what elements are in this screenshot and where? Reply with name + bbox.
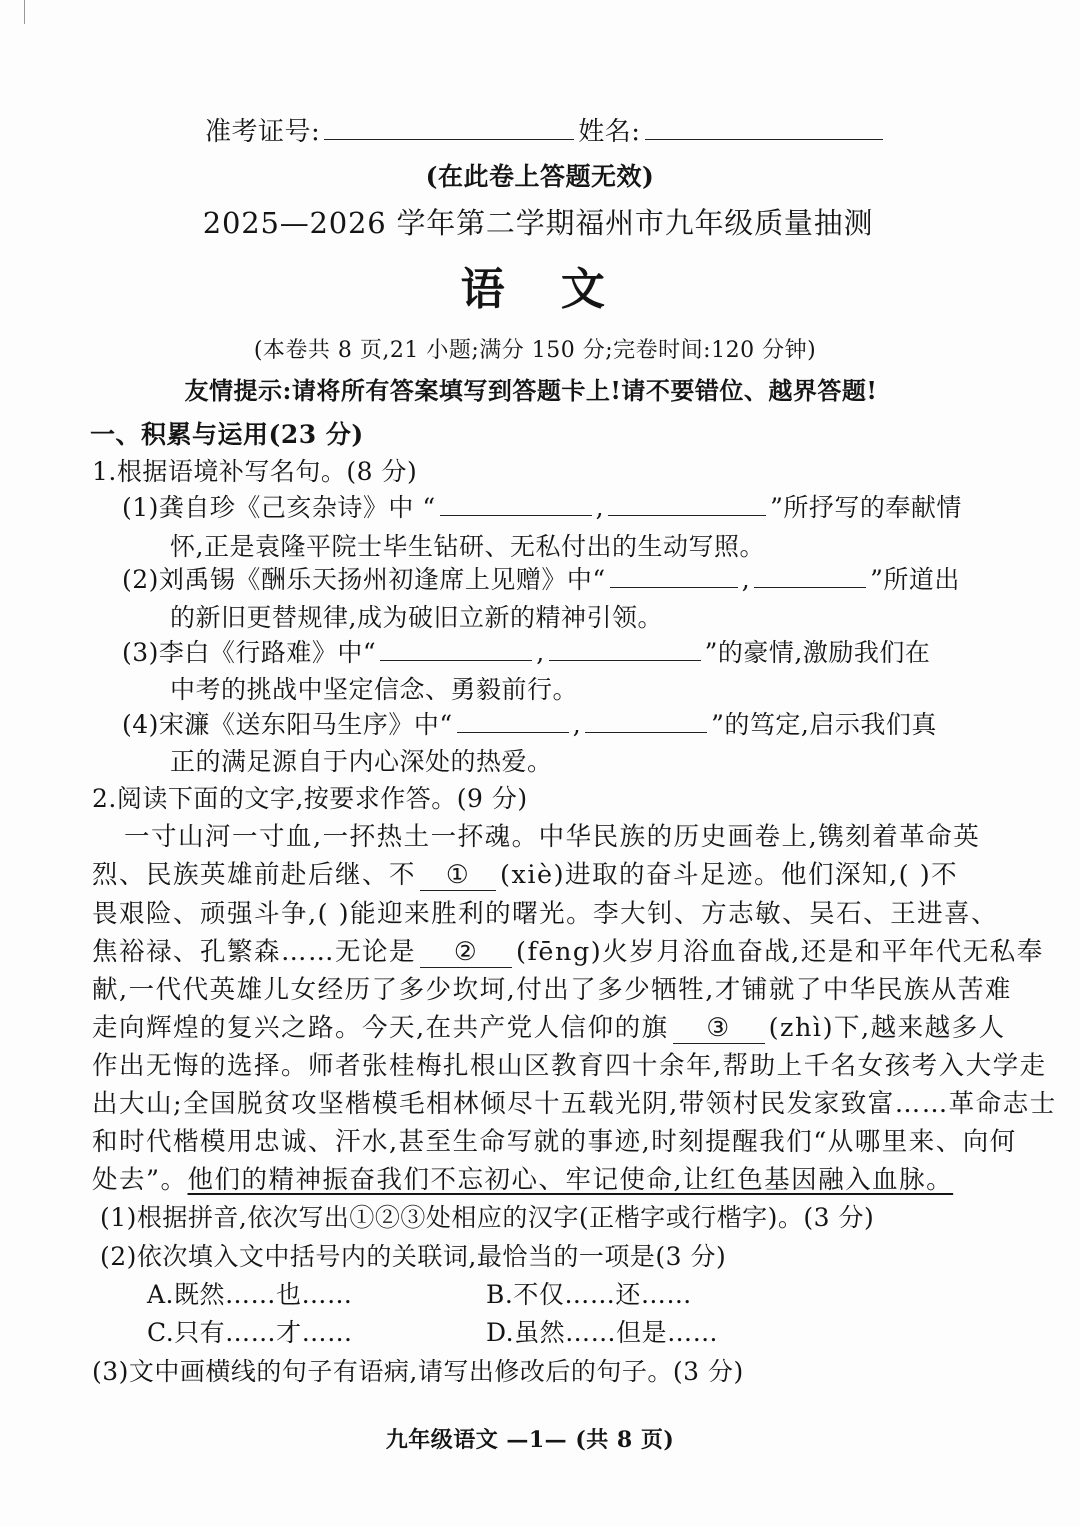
underlined-sentence: 他们的精神振奋我们不忘初心、牢记使命,让红色基因融入血脉。 [187,1165,954,1195]
blank-2[interactable]: ② [420,937,512,968]
passage-line-1: 一寸山河一寸血,一抔热土一抔魂。中华民族的历史画卷上,镌刻着革命英 [124,822,981,852]
name-label: 姓名: [578,117,641,147]
passage-line-5: 献,一代代英雄儿女经历了多少坎坷,付出了多少牺牲,才铺就了中华民族从苦难 [92,975,1012,1005]
passage-line-3: 畏艰险、顽强斗争,( )能迎来胜利的曙光。李大钊、方志敏、吴石、王进喜、 [92,899,999,929]
q1-item-1-cont: 怀,正是袁隆平院士毕生钻研、无私付出的生动写照。 [170,532,765,561]
exam-id-row [205,115,887,149]
passage-line-2: 烈、民族英雄前赴后继、不 ① (xiè)进取的奋斗足迹。他们深知,( )不 [92,860,959,890]
blank-3[interactable]: ③ [673,1013,765,1044]
q1-1-blank-b[interactable] [608,493,766,516]
exam-id-label: 准考证号: [205,117,321,147]
q1-item-4: (4)宋濂《送东阳马生序》中“ , ”的笃定,启示我们真 [122,710,937,739]
friendly-tip: 友情提示:请将所有答案填写到答题卡上!请不要错位、越界答题! [184,376,878,405]
q2-sub-3: (3)文中画横线的句子有语病,请写出修改后的句子。(3 分) [92,1357,744,1386]
passage-line-7: 作出无悔的选择。师者张桂梅扎根山区教育四十余年,帮助上千名女孩考入大学走 [92,1051,1047,1081]
q1-item-2: (2)刘禹锡《酬乐天扬州初逢席上见赠》中“ , ”所道出 [122,565,960,594]
section1-title: 一、积累与运用(23 分) [90,420,364,449]
passage-line-4: 焦裕禄、孔繁森……无论是 ② (fēng)火岁月浴血奋战,还是和平年代无私奉 [92,937,1044,967]
option-d[interactable]: D.虽然……但是…… [486,1318,719,1347]
q1-item-3: (3)李白《行路难》中“ , ”的豪情,激励我们在 [122,638,931,667]
q1-3-blank-a[interactable] [380,638,532,661]
passage-line-9: 和时代楷模用忠诚、汗水,甚至生命写就的事迹,时刻提醒我们“从哪里来、向何 [92,1127,1017,1157]
exam-id-blank[interactable] [324,117,574,140]
q1-4-blank-a[interactable] [457,710,569,733]
invalid-note: (在此卷上答题无效) [425,162,655,191]
page-footer: 九年级语文 —1— (共 8 页) [385,1427,675,1453]
passage-line-10: 处去”。他们的精神振奋我们不忘初心、牢记使命,让红色基因融入血脉。 [92,1165,954,1195]
q1-4-blank-b[interactable] [585,710,707,733]
blank-1[interactable]: ① [420,860,496,891]
q1-stem: 1.根据语境补写名句。(8 分) [92,457,418,486]
q2-stem: 2.阅读下面的文字,按要求作答。(9 分) [92,784,528,813]
q2-sub-2: (2)依次填入文中括号内的关联词,最恰当的一项是(3 分) [100,1242,727,1271]
passage-line-8: 出大山;全国脱贫攻坚楷模毛相林倾尽十五载光阴,带领村民发家致富……革命志士 [92,1089,1057,1119]
q1-2-blank-a[interactable] [610,565,738,588]
q1-2-blank-b[interactable] [754,565,866,588]
q1-3-blank-b[interactable] [549,638,701,661]
option-a[interactable]: A.既然……也…… [147,1280,353,1309]
q2-sub-1: (1)根据拼音,依次写出①②③处相应的汉字(正楷字或行楷字)。(3 分) [100,1203,875,1232]
q1-item-2-cont: 的新旧更替规律,成为破旧立新的精神引领。 [170,603,663,632]
q1-item-4-cont: 正的满足源自于内心深处的热爱。 [170,747,553,776]
exam-title: 2025—2026 学年第二学期福州市九年级质量抽测 [202,206,874,240]
name-blank[interactable] [645,117,883,140]
option-b[interactable]: B.不仅……还…… [486,1280,692,1309]
option-c[interactable]: C.只有……才…… [147,1318,353,1347]
q1-1-blank-a[interactable] [440,493,592,516]
passage-line-6: 走向辉煌的复兴之路。今天,在共产党人信仰的旗 ③ (zhì)下,越来越多人 [92,1013,1006,1043]
q1-item-1: (1)龚自珍《己亥杂诗》中 “ , ”所抒写的奉献情 [122,493,962,522]
scan-edge [24,0,25,24]
paper-info: (本卷共 8 页,21 小题;满分 150 分;完卷时间:120 分钟) [253,338,817,363]
q1-item-3-cont: 中考的挑战中坚定信念、勇毅前行。 [170,675,579,704]
subject-title: 语 文 [460,264,606,315]
